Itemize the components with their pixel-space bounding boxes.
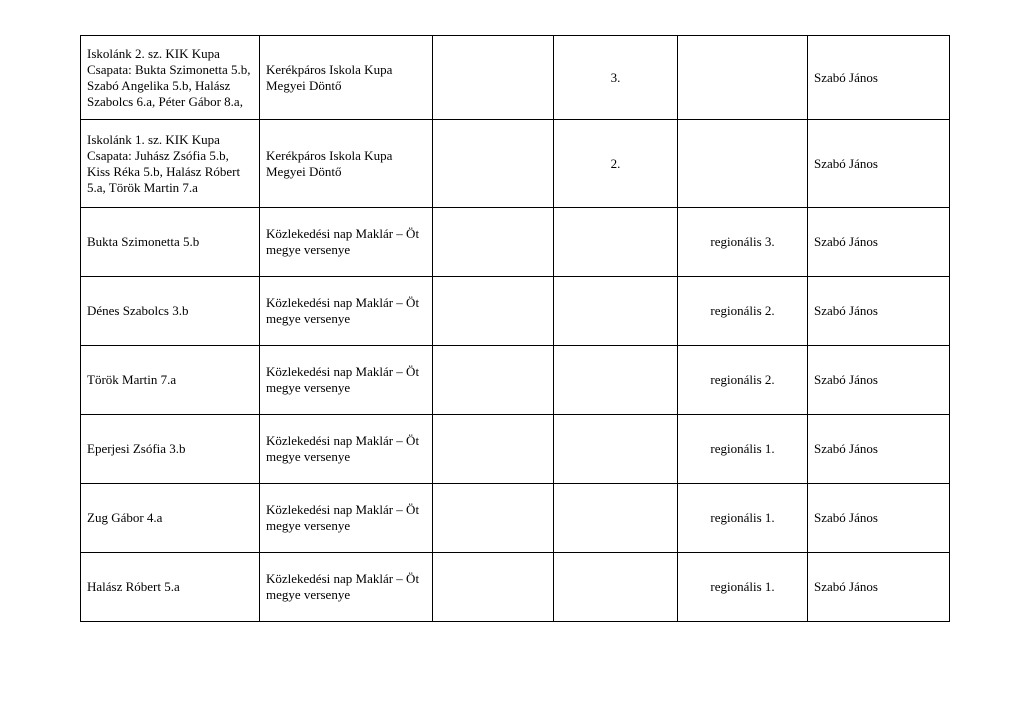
participants-cell: Dénes Szabolcs 3.b: [81, 277, 260, 346]
regional-result-cell: regionális 2.: [678, 277, 808, 346]
competition-cell: Közlekedési nap Maklár – Öt megye versenye: [260, 208, 433, 277]
teacher-cell: Szabó János: [808, 120, 950, 208]
county-result-cell: [433, 484, 554, 553]
participants-cell: Iskolánk 1. sz. KIK Kupa Csapata: Juhász Zsófia 5.b, Kiss Réka 5.b, Halász Róbert 5.a, Török Martin 7.a: [81, 120, 260, 208]
competition-cell: Kerékpáros Iskola Kupa Megyei Döntő: [260, 36, 433, 120]
placement-cell: [554, 553, 678, 622]
county-result-cell: [433, 346, 554, 415]
table-row: [81, 208, 950, 277]
competition-cell: Közlekedési nap Maklár – Öt megye versenye: [260, 553, 433, 622]
regional-result-cell: [678, 36, 808, 120]
participants-cell: Halász Róbert 5.a: [81, 553, 260, 622]
regional-result-cell: regionális 2.: [678, 346, 808, 415]
placement-cell: [554, 277, 678, 346]
county-result-cell: [433, 120, 554, 208]
county-result-cell: [433, 553, 554, 622]
competition-cell: Közlekedési nap Maklár – Öt megye versenye: [260, 484, 433, 553]
placement-cell: [554, 484, 678, 553]
county-result-cell: [433, 415, 554, 484]
table-row: [81, 484, 950, 553]
county-result-cell: [433, 208, 554, 277]
regional-result-cell: regionális 3.: [678, 208, 808, 277]
regional-result-cell: [678, 120, 808, 208]
teacher-cell: Szabó János: [808, 346, 950, 415]
placement-cell: 3.: [554, 36, 678, 120]
table-row: [81, 36, 950, 120]
placement-cell: 2.: [554, 120, 678, 208]
participants-cell: Iskolánk 2. sz. KIK Kupa Csapata: Bukta Szimonetta 5.b, Szabó Angelika 5.b, Halász Szabolcs 6.a, Péter Gábor 8.a,: [81, 36, 260, 120]
table-row: [81, 120, 950, 208]
competition-cell: Kerékpáros Iskola Kupa Megyei Döntő: [260, 120, 433, 208]
competition-cell: Közlekedési nap Maklár – Öt megye versenye: [260, 415, 433, 484]
county-result-cell: [433, 36, 554, 120]
placement-cell: [554, 208, 678, 277]
teacher-cell: Szabó János: [808, 277, 950, 346]
participants-cell: Bukta Szimonetta 5.b: [81, 208, 260, 277]
teacher-cell: Szabó János: [808, 484, 950, 553]
regional-result-cell: regionális 1.: [678, 415, 808, 484]
table-row: [81, 277, 950, 346]
participants-cell: Zug Gábor 4.a: [81, 484, 260, 553]
teacher-cell: Szabó János: [808, 553, 950, 622]
participants-cell: Török Martin 7.a: [81, 346, 260, 415]
teacher-cell: Szabó János: [808, 208, 950, 277]
county-result-cell: [433, 277, 554, 346]
placement-cell: [554, 415, 678, 484]
competition-cell: Közlekedési nap Maklár – Öt megye versenye: [260, 346, 433, 415]
table-row: [81, 415, 950, 484]
participants-cell: Eperjesi Zsófia 3.b: [81, 415, 260, 484]
results-table: [80, 35, 950, 622]
table-row: [81, 553, 950, 622]
regional-result-cell: regionális 1.: [678, 553, 808, 622]
regional-result-cell: regionális 1.: [678, 484, 808, 553]
table-row: [81, 346, 950, 415]
placement-cell: [554, 346, 678, 415]
teacher-cell: Szabó János: [808, 36, 950, 120]
teacher-cell: Szabó János: [808, 415, 950, 484]
competition-cell: Közlekedési nap Maklár – Öt megye versenye: [260, 277, 433, 346]
